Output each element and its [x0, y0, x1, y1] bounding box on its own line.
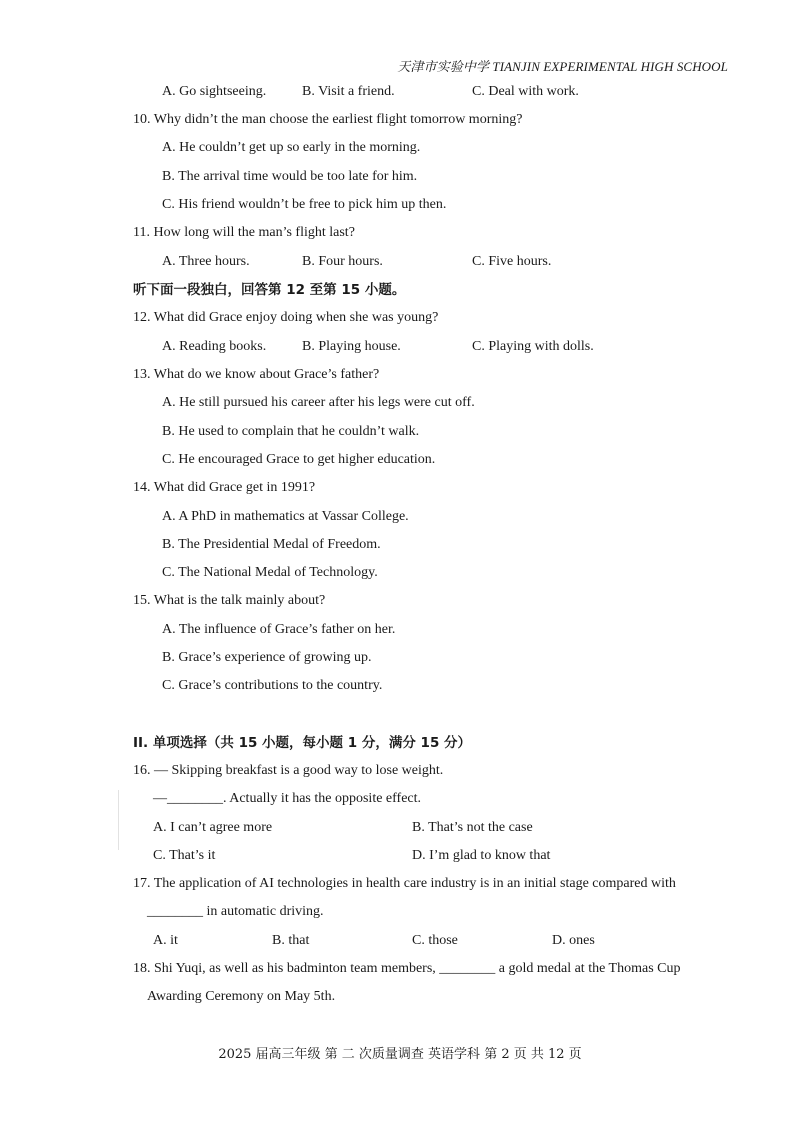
- scan-artifact: [118, 790, 119, 850]
- q10-question: 10. Why didn’t the man choose the earliest flight tomorrow morning?: [133, 112, 523, 127]
- q13-option-c: C. He encouraged Grace to get higher education.: [162, 452, 436, 467]
- q9-option-a: A. Go sightseeing.: [162, 84, 267, 99]
- q18-line-1: 18. Shi Yuqi, as well as his badminton team members, ________ a gold medal at the Thomas Cup: [133, 961, 681, 976]
- q16-option-b: B. That’s not the case: [412, 820, 533, 835]
- q13-option-b: B. He used to complain that he couldn’t walk.: [162, 424, 420, 439]
- q18-line-2: Awarding Ceremony on May 5th.: [147, 989, 336, 1004]
- q13-question: 13. What do we know about Grace’s father?: [133, 367, 380, 382]
- q17-line-2: ________ in automatic driving.: [147, 904, 324, 919]
- q15-option-a: A. The influence of Grace’s father on her.: [162, 622, 396, 637]
- q10-option-b: B. The arrival time would be too late for him.: [162, 169, 418, 184]
- q12-option-b: B. Playing house.: [302, 339, 401, 354]
- q11-option-c: C. Five hours.: [472, 254, 552, 269]
- q16-option-a: A. I can’t agree more: [153, 820, 273, 835]
- q14-option-b: B. The Presidential Medal of Freedom.: [162, 537, 381, 552]
- q15-option-c: C. Grace’s contributions to the country.: [162, 678, 383, 693]
- q16-line-1: 16. — Skipping breakfast is a good way to lose weight.: [133, 763, 444, 778]
- q12-question: 12. What did Grace enjoy doing when she was young?: [133, 310, 439, 325]
- q17-option-c: C. those: [412, 933, 458, 948]
- q16-option-d: D. I’m glad to know that: [412, 848, 551, 863]
- section-2-title: II. 单项选择（共 15 小题，每小题 1 分，满分 15 分）: [133, 735, 472, 751]
- q14-question: 14. What did Grace get in 1991?: [133, 480, 316, 495]
- q14-option-a: A. A PhD in mathematics at Vassar College.: [162, 509, 409, 524]
- q15-question: 15. What is the talk mainly about?: [133, 593, 326, 608]
- q17-option-a: A. it: [153, 933, 178, 948]
- q9-option-c: C. Deal with work.: [472, 84, 579, 99]
- q12-option-a: A. Reading books.: [162, 339, 267, 354]
- q17-line-1: 17. The application of AI technologies in health care industry is in an initial stage compared with: [133, 876, 676, 891]
- q16-line-2: —________. Actually it has the opposite effect.: [153, 791, 422, 806]
- q11-option-b: B. Four hours.: [302, 254, 383, 269]
- q13-option-a: A. He still pursued his career after his legs were cut off.: [162, 395, 475, 410]
- q14-option-c: C. The National Medal of Technology.: [162, 565, 378, 580]
- q9-option-b: B. Visit a friend.: [302, 84, 395, 99]
- q10-option-c: C. His friend wouldn’t be free to pick him up then.: [162, 197, 447, 212]
- q17-option-d: D. ones: [552, 933, 595, 948]
- page-footer: 2025 届高三年级 第 二 次质量调查 英语学科 第 2 页 共 12 页: [218, 1047, 582, 1062]
- listening-instruction: 听下面一段独白，回答第 12 至第 15 小题。: [133, 282, 406, 298]
- q17-option-b: B. that: [272, 933, 310, 948]
- q11-question: 11. How long will the man’s flight last?: [133, 225, 355, 240]
- q15-option-b: B. Grace’s experience of growing up.: [162, 650, 372, 665]
- school-header: 天津市实验中学 TIANJIN EXPERIMENTAL HIGH SCHOOL: [397, 59, 728, 74]
- q12-option-c: C. Playing with dolls.: [472, 339, 594, 354]
- q10-option-a: A. He couldn’t get up so early in the morning.: [162, 140, 421, 155]
- q11-option-a: A. Three hours.: [162, 254, 250, 269]
- q16-option-c: C. That’s it: [153, 848, 216, 863]
